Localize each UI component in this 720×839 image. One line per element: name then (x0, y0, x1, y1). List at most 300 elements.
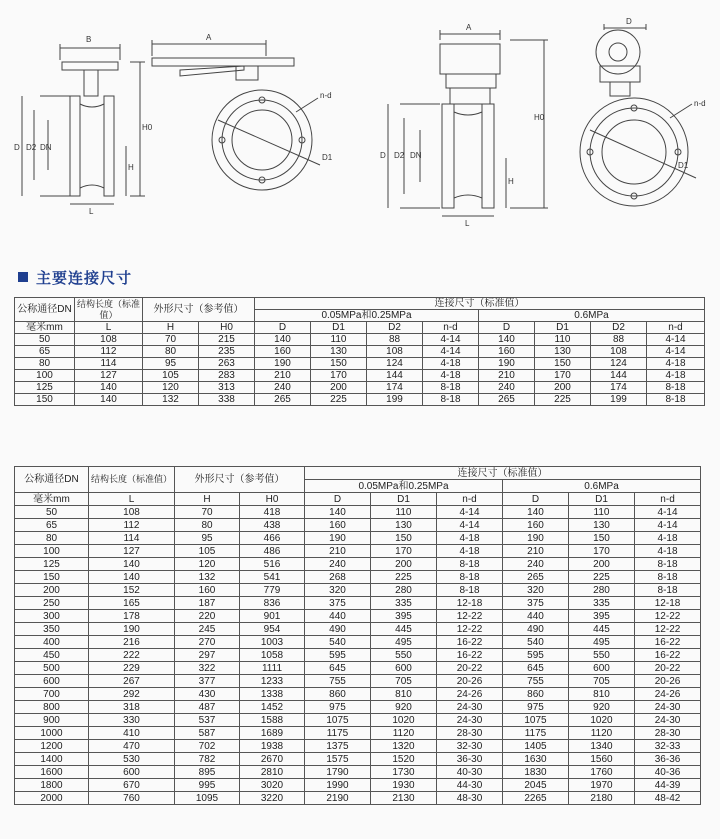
table-cell: 190 (479, 358, 535, 370)
table-cell: 127 (75, 370, 143, 382)
table-cell: 12-18 (635, 597, 701, 610)
table-cell: 24-30 (635, 714, 701, 727)
table-cell: 130 (535, 346, 591, 358)
table-cell: 2180 (569, 792, 635, 805)
table-cell: 779 (240, 584, 305, 597)
table-row (15, 584, 701, 597)
table-cell: 250 (15, 597, 89, 610)
table-cell: 313 (199, 382, 255, 394)
table-cell: 440 (503, 610, 569, 623)
table-cell: 440 (305, 610, 371, 623)
table-cell: 2810 (240, 766, 305, 779)
table-cell: 190 (89, 623, 175, 636)
table-cell: 229 (89, 662, 175, 675)
table-row (15, 766, 701, 779)
t1-header-shape: 外形尺寸（参考值） (143, 298, 255, 322)
t1-sub-D: D (255, 322, 311, 334)
table-cell: 132 (175, 571, 240, 584)
table-row (15, 727, 701, 740)
table-row (15, 558, 701, 571)
table-cell: 20-26 (437, 675, 503, 688)
table-cell: 235 (199, 346, 255, 358)
fig2-label-nd: n-d (320, 91, 332, 100)
table-cell: 450 (15, 649, 89, 662)
t1-sub-nd: n-d (647, 322, 705, 334)
table-cell: 540 (305, 636, 371, 649)
table-cell: 140 (75, 382, 143, 394)
table-cell: 600 (371, 662, 437, 675)
fig1-label-L: L (89, 207, 94, 216)
table-cell: 267 (89, 675, 175, 688)
table-cell: 48-42 (635, 792, 701, 805)
table-cell: 600 (15, 675, 89, 688)
t1-header-L: L (75, 322, 143, 334)
table-cell: 537 (175, 714, 240, 727)
table-cell: 495 (569, 636, 635, 649)
table-cell: 4-18 (437, 532, 503, 545)
table-cell: 240 (479, 382, 535, 394)
table-cell: 1075 (305, 714, 371, 727)
table-cell: 1730 (371, 766, 437, 779)
table-cell: 108 (89, 506, 175, 519)
table-cell: 190 (503, 532, 569, 545)
table-cell: 20-26 (635, 675, 701, 688)
table-cell: 174 (367, 382, 423, 394)
table-cell: 265 (479, 394, 535, 406)
table-cell: 810 (371, 688, 437, 701)
t1-header-connection: 连接尺寸（标准值） (255, 298, 705, 310)
table-cell: 836 (240, 597, 305, 610)
table-cell: 755 (305, 675, 371, 688)
table-cell: 178 (89, 610, 175, 623)
table-cell: 200 (311, 382, 367, 394)
table-cell: 222 (89, 649, 175, 662)
table-cell: 4-14 (437, 506, 503, 519)
table-cell: 438 (240, 519, 305, 532)
table-row (15, 610, 701, 623)
table-row (15, 636, 701, 649)
fig1-label-B: B (86, 35, 92, 44)
table-cell: 2190 (305, 792, 371, 805)
table-cell: 410 (89, 727, 175, 740)
table-cell: 270 (175, 636, 240, 649)
table-cell: 1075 (503, 714, 569, 727)
table-cell: 4-18 (647, 358, 705, 370)
table-cell: 2000 (15, 792, 89, 805)
table-cell: 210 (503, 545, 569, 558)
table-cell: 1175 (305, 727, 371, 740)
table-cell: 108 (75, 334, 143, 346)
table-cell: 8-18 (437, 584, 503, 597)
table-row (15, 779, 701, 792)
table-row (15, 662, 701, 675)
table-row (15, 394, 705, 406)
table-cell: 127 (89, 545, 175, 558)
table-cell: 595 (503, 649, 569, 662)
table-cell: 705 (569, 675, 635, 688)
table-cell: 20-22 (437, 662, 503, 675)
table-cell: 1630 (503, 753, 569, 766)
table-cell: 530 (89, 753, 175, 766)
table-cell: 16-22 (635, 649, 701, 662)
table-cell: 2265 (503, 792, 569, 805)
fig4-label-D: D (626, 17, 632, 26)
table-cell: 32-33 (635, 740, 701, 753)
table-cell: 1990 (305, 779, 371, 792)
t1-sub-D2: D2 (367, 322, 423, 334)
table-cell: 16-22 (437, 636, 503, 649)
table-cell: 160 (305, 519, 371, 532)
table-cell: 1338 (240, 688, 305, 701)
t2-header-unit: 毫米mm (15, 493, 89, 506)
t2-header-shape: 外形尺寸（参考值） (175, 467, 305, 493)
table-cell: 48-30 (437, 792, 503, 805)
table-cell: 170 (535, 370, 591, 382)
table-cell: 1520 (371, 753, 437, 766)
table-cell: 702 (175, 740, 240, 753)
table-cell: 4-14 (423, 346, 479, 358)
table-cell: 144 (591, 370, 647, 382)
t1-sub-D2: D2 (591, 322, 647, 334)
table-cell: 108 (591, 346, 647, 358)
table-cell: 200 (535, 382, 591, 394)
table-cell: 320 (503, 584, 569, 597)
table-cell: 920 (569, 701, 635, 714)
table-cell: 541 (240, 571, 305, 584)
table-cell: 199 (367, 394, 423, 406)
table-cell: 2130 (371, 792, 437, 805)
table-cell: 100 (15, 545, 89, 558)
table-cell: 95 (143, 358, 199, 370)
table-cell: 297 (175, 649, 240, 662)
table-cell: 16-22 (437, 649, 503, 662)
table-cell: 40-30 (437, 766, 503, 779)
table-cell: 187 (175, 597, 240, 610)
table-cell: 110 (569, 506, 635, 519)
table-cell: 1058 (240, 649, 305, 662)
t1-header-unit: 毫米mm (15, 322, 75, 334)
table-cell: 170 (311, 370, 367, 382)
table-cell: 445 (569, 623, 635, 636)
table-cell: 335 (371, 597, 437, 610)
table-row (15, 649, 701, 662)
table-cell: 265 (255, 394, 311, 406)
table-cell: 44-30 (437, 779, 503, 792)
table-cell: 50 (15, 506, 89, 519)
table-cell: 150 (15, 394, 75, 406)
table-cell: 4-18 (647, 370, 705, 382)
table-cell: 1020 (569, 714, 635, 727)
table-cell: 124 (591, 358, 647, 370)
table-cell: 12-22 (635, 610, 701, 623)
table-cell: 338 (199, 394, 255, 406)
t1-sub-D: D (479, 322, 535, 334)
table-cell: 125 (15, 558, 89, 571)
fig3-label-A: A (466, 23, 472, 32)
t1-sub-nd: n-d (423, 322, 479, 334)
table-cell: 3020 (240, 779, 305, 792)
table-cell: 1120 (371, 727, 437, 740)
table-cell: 108 (367, 346, 423, 358)
table-cell: 150 (535, 358, 591, 370)
fig3-label-H0: H0 (534, 113, 545, 122)
table-row (15, 358, 705, 370)
table-cell: 240 (255, 382, 311, 394)
table-cell: 3220 (240, 792, 305, 805)
table-cell: 4-18 (423, 358, 479, 370)
table-row (15, 623, 701, 636)
table-cell: 120 (143, 382, 199, 394)
table-cell: 1790 (305, 766, 371, 779)
table-cell: 8-18 (647, 394, 705, 406)
t2-header-connection: 连接尺寸（标准值） (305, 467, 701, 480)
table-cell: 114 (89, 532, 175, 545)
table-cell: 550 (569, 649, 635, 662)
t2-sub-nd: n-d (635, 493, 701, 506)
table-cell: 12-22 (437, 610, 503, 623)
table-cell: 2670 (240, 753, 305, 766)
table-cell: 4-18 (437, 545, 503, 558)
table-cell: 32-30 (437, 740, 503, 753)
table-cell: 160 (255, 346, 311, 358)
t2-header-pressure-high: 0.6MPa (503, 480, 701, 493)
table-cell: 280 (569, 584, 635, 597)
table-cell: 1452 (240, 701, 305, 714)
fig1-label-D: D (14, 143, 20, 152)
table-cell: 140 (89, 558, 175, 571)
table-cell: 140 (503, 506, 569, 519)
t2-sub-D: D (305, 493, 371, 506)
table-cell: 130 (311, 346, 367, 358)
fig1-label-H: H (128, 163, 134, 172)
table-cell: 28-30 (437, 727, 503, 740)
table-cell: 44-39 (635, 779, 701, 792)
table-cell: 105 (143, 370, 199, 382)
table-cell: 70 (175, 506, 240, 519)
table-cell: 1020 (371, 714, 437, 727)
table-cell: 375 (503, 597, 569, 610)
table-cell: 490 (503, 623, 569, 636)
t1-header-dn: 公称通径DN (15, 298, 75, 322)
table-cell: 920 (371, 701, 437, 714)
table-cell: 330 (89, 714, 175, 727)
table-cell: 36-36 (635, 753, 701, 766)
table-cell: 140 (255, 334, 311, 346)
table-cell: 220 (175, 610, 240, 623)
t2-sub-D: D (503, 493, 569, 506)
table-cell: 225 (535, 394, 591, 406)
table-row (15, 792, 701, 805)
table-cell: 215 (199, 334, 255, 346)
table-row (15, 519, 701, 532)
fig1-label-D2: D2 (26, 143, 37, 152)
table-cell: 1000 (15, 727, 89, 740)
table-cell: 670 (89, 779, 175, 792)
table-cell: 100 (15, 370, 75, 382)
table-cell: 36-30 (437, 753, 503, 766)
table-cell: 320 (305, 584, 371, 597)
table-cell: 132 (143, 394, 199, 406)
table-cell: 600 (89, 766, 175, 779)
table-cell: 70 (143, 334, 199, 346)
table-cell: 760 (89, 792, 175, 805)
table-row (15, 382, 705, 394)
table-cell: 120 (175, 558, 240, 571)
table-cell: 80 (15, 532, 89, 545)
figure-side-view-gearbox (388, 30, 548, 216)
table-row (15, 545, 701, 558)
table-cell: 490 (305, 623, 371, 636)
fig4-label-nd: n-d (694, 99, 706, 108)
table-cell: 4-18 (635, 545, 701, 558)
table-cell: 16-22 (635, 636, 701, 649)
table-cell: 292 (89, 688, 175, 701)
table-cell: 170 (569, 545, 635, 558)
table-cell: 240 (305, 558, 371, 571)
fig3-label-L: L (465, 219, 470, 228)
table-cell: 1200 (15, 740, 89, 753)
table-cell: 1930 (371, 779, 437, 792)
table-cell: 810 (569, 688, 635, 701)
table-cell: 8-18 (423, 394, 479, 406)
table-cell: 8-18 (647, 382, 705, 394)
table-cell: 200 (371, 558, 437, 571)
table-cell: 1175 (503, 727, 569, 740)
table-cell: 375 (305, 597, 371, 610)
table-cell: 995 (175, 779, 240, 792)
table-cell: 895 (175, 766, 240, 779)
table-cell: 587 (175, 727, 240, 740)
table-cell: 900 (15, 714, 89, 727)
table-cell: 1588 (240, 714, 305, 727)
table-cell: 216 (89, 636, 175, 649)
table-cell: 24-26 (635, 688, 701, 701)
table-cell: 4-18 (423, 370, 479, 382)
table-cell: 114 (75, 358, 143, 370)
table-row (15, 370, 705, 382)
table-cell: 190 (305, 532, 371, 545)
table-cell: 1575 (305, 753, 371, 766)
table-cell: 130 (371, 519, 437, 532)
table-cell: 225 (371, 571, 437, 584)
table-row (15, 675, 701, 688)
table-cell: 700 (15, 688, 89, 701)
table-cell: 12-22 (635, 623, 701, 636)
t1-header-pressure-high: 0.6MPa (479, 310, 705, 322)
table-cell: 190 (255, 358, 311, 370)
table-cell: 80 (175, 519, 240, 532)
table-cell: 395 (371, 610, 437, 623)
table-cell: 1405 (503, 740, 569, 753)
t1-header-H0: H0 (199, 322, 255, 334)
table-cell: 1111 (240, 662, 305, 675)
table-cell: 1233 (240, 675, 305, 688)
table-cell: 705 (371, 675, 437, 688)
fig2-label-A: A (206, 33, 212, 42)
table-cell: 4-14 (635, 519, 701, 532)
table-cell: 124 (367, 358, 423, 370)
table-cell: 1800 (15, 779, 89, 792)
table-cell: 80 (143, 346, 199, 358)
table-cell: 540 (503, 636, 569, 649)
table-row (15, 571, 701, 584)
table-cell: 24-30 (437, 701, 503, 714)
table-cell: 105 (175, 545, 240, 558)
table-cell: 645 (503, 662, 569, 675)
fig1-label-DN: DN (40, 143, 52, 152)
table-cell: 8-18 (635, 558, 701, 571)
table-cell: 95 (175, 532, 240, 545)
square-bullet-icon (18, 272, 28, 282)
table-cell: 8-18 (635, 584, 701, 597)
table-row (15, 597, 701, 610)
t2-sub-nd: n-d (437, 493, 503, 506)
table-cell: 268 (305, 571, 371, 584)
table-cell: 240 (503, 558, 569, 571)
figure-front-view-gearbox (580, 24, 696, 206)
table-cell: 140 (75, 394, 143, 406)
table-cell: 80 (15, 358, 75, 370)
table-cell: 1560 (569, 753, 635, 766)
figure-side-view-lever (22, 44, 145, 204)
table-row (15, 714, 701, 727)
table-cell: 600 (569, 662, 635, 675)
table-cell: 265 (503, 571, 569, 584)
table-cell: 318 (89, 701, 175, 714)
table-cell: 150 (15, 571, 89, 584)
table-cell: 200 (15, 584, 89, 597)
table-cell: 283 (199, 370, 255, 382)
table-cell: 2045 (503, 779, 569, 792)
table-cell: 782 (175, 753, 240, 766)
table-cell: 8-18 (437, 571, 503, 584)
table-cell: 4-14 (423, 334, 479, 346)
table-cell: 516 (240, 558, 305, 571)
table-cell: 1938 (240, 740, 305, 753)
t1-header-H: H (143, 322, 199, 334)
table-cell: 595 (305, 649, 371, 662)
table-cell: 263 (199, 358, 255, 370)
table-row (15, 753, 701, 766)
table-cell: 954 (240, 623, 305, 636)
t2-sub-D1: D1 (371, 493, 437, 506)
valve-drawings (0, 0, 720, 262)
table-cell: 110 (535, 334, 591, 346)
table-cell: 755 (503, 675, 569, 688)
table-cell: 225 (311, 394, 367, 406)
table-cell: 4-14 (635, 506, 701, 519)
table-row (15, 506, 701, 519)
table-cell: 1003 (240, 636, 305, 649)
table-cell: 4-14 (647, 346, 705, 358)
figure-front-view-lever (152, 40, 320, 190)
table-cell: 860 (305, 688, 371, 701)
table-cell: 322 (175, 662, 240, 675)
table-cell: 1120 (569, 727, 635, 740)
table-cell: 418 (240, 506, 305, 519)
table-cell: 430 (175, 688, 240, 701)
table-cell: 495 (371, 636, 437, 649)
table-cell: 210 (255, 370, 311, 382)
t2-sub-D1: D1 (569, 493, 635, 506)
fig3-label-D2: D2 (394, 151, 405, 160)
table-cell: 125 (15, 382, 75, 394)
t2-header-dn: 公称通径DN (15, 467, 89, 493)
table-cell: 210 (479, 370, 535, 382)
table-cell: 860 (503, 688, 569, 701)
table-cell: 110 (311, 334, 367, 346)
t1-sub-D1: D1 (535, 322, 591, 334)
